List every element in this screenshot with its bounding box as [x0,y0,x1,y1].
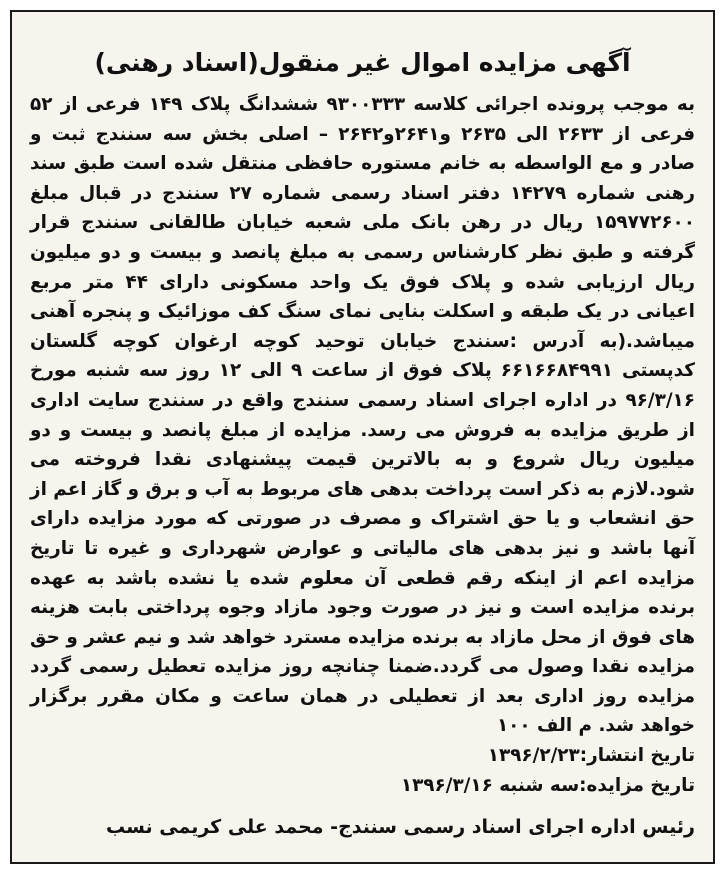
notice-title: آگهی مزایده اموال غیر منقول(اسناد رهنی) [94,48,631,77]
auction-date: تاریخ مزایده:سه شنبه ۱۳۹۶/۳/۱۶ [400,774,695,796]
publish-date: تاریخ انتشار:۱۳۹۶/۲/۲۳ [487,745,695,767]
signature-line: رئیس اداره اجرای اسناد رسمی سنندج- محمد علی کریمی نسب [106,816,695,839]
notice-body: به موجب پرونده اجرائی کلاسه ۹۳۰۰۳۳۳ ششدانگ پلاک ۱۴۹ فرعی از ۵۲ فرعی از ۲۶۳۳ الی ۲۶۳۵ و۲۶۴۱و۲۶۴۲ – اصلی بخش سه سنندج ثبت و صادر و مع الواسطه به خانم مستوره حافظی منتقل شده است طبق سند رهنی شماره ۱۴۲۷۹ دفتر اسناد رسمی شماره ۲۷ سنندج در قبال مبلغ ۱۵۹۷۷۲۶۰۰ ریال در رهن بانک ملی شعبه خیابان طالقانی سنندج قرار گرفته و طبق نظر کارشناس رسمی به مبلغ پانصد و بیست و دو میلیون ریال ارزیابی شده و پلاک فوق یک واحد مسکونی دارای ۴۴ متر مربع اعیانی در یک طبقه و اسکلت بنایی نمای سنگ کف موزائیک و پنجره آهنی میباشد.(به آدرس :سنندج خیابان توحید کوچه ارغوان کوچه گلستان کدپستی ۶۶۱۶۶۸۴۹۹۱ پلاک فوق از ساعت ۹ الی ۱۲ روز سه شنبه مورخ ۹۶/۳/۱۶ در اداره اجرای اسناد رسمی سنندج واقع در سنندج سایت اداری از طریق مزایده به فروش می رسد. مزایده از مبلغ پانصد و بیست و دو میلیون ریال شروع و به بالاترین قیمت پیشنهادی نقدا فروخته می شود.لازم به ذکر است پرداخت بدهی های مربوط به آب و برق و گاز اعم از حق انشعاب و یا حق اشتراک و مصرف در صورتی که مورد مزایده دارای آنها باشد و نیز بدهی های مالیاتی و عوارض شهرداری و غیره تا تاریخ مزایده اعم از اینکه رقم قطعی آن معلوم شده یا نشده باشد به عهده برنده مزایده است و نیز در صورت وجود مازاد وجوه پرداختی بابت هزینه های فوق از محل مازاد به برنده مزایده مسترد خواهد شد و نیم عشر و حق مزایده نقدا وصول می گردد.ضمنا چنانچه روز مزایده تعطیل رسمی گردد مزایده روز اداری بعد از تعطیلی در همان ساعت و مکان مقرر برگزار خواهد شد. م الف ۱۰۰ [30,94,695,737]
notice-frame [10,10,715,864]
